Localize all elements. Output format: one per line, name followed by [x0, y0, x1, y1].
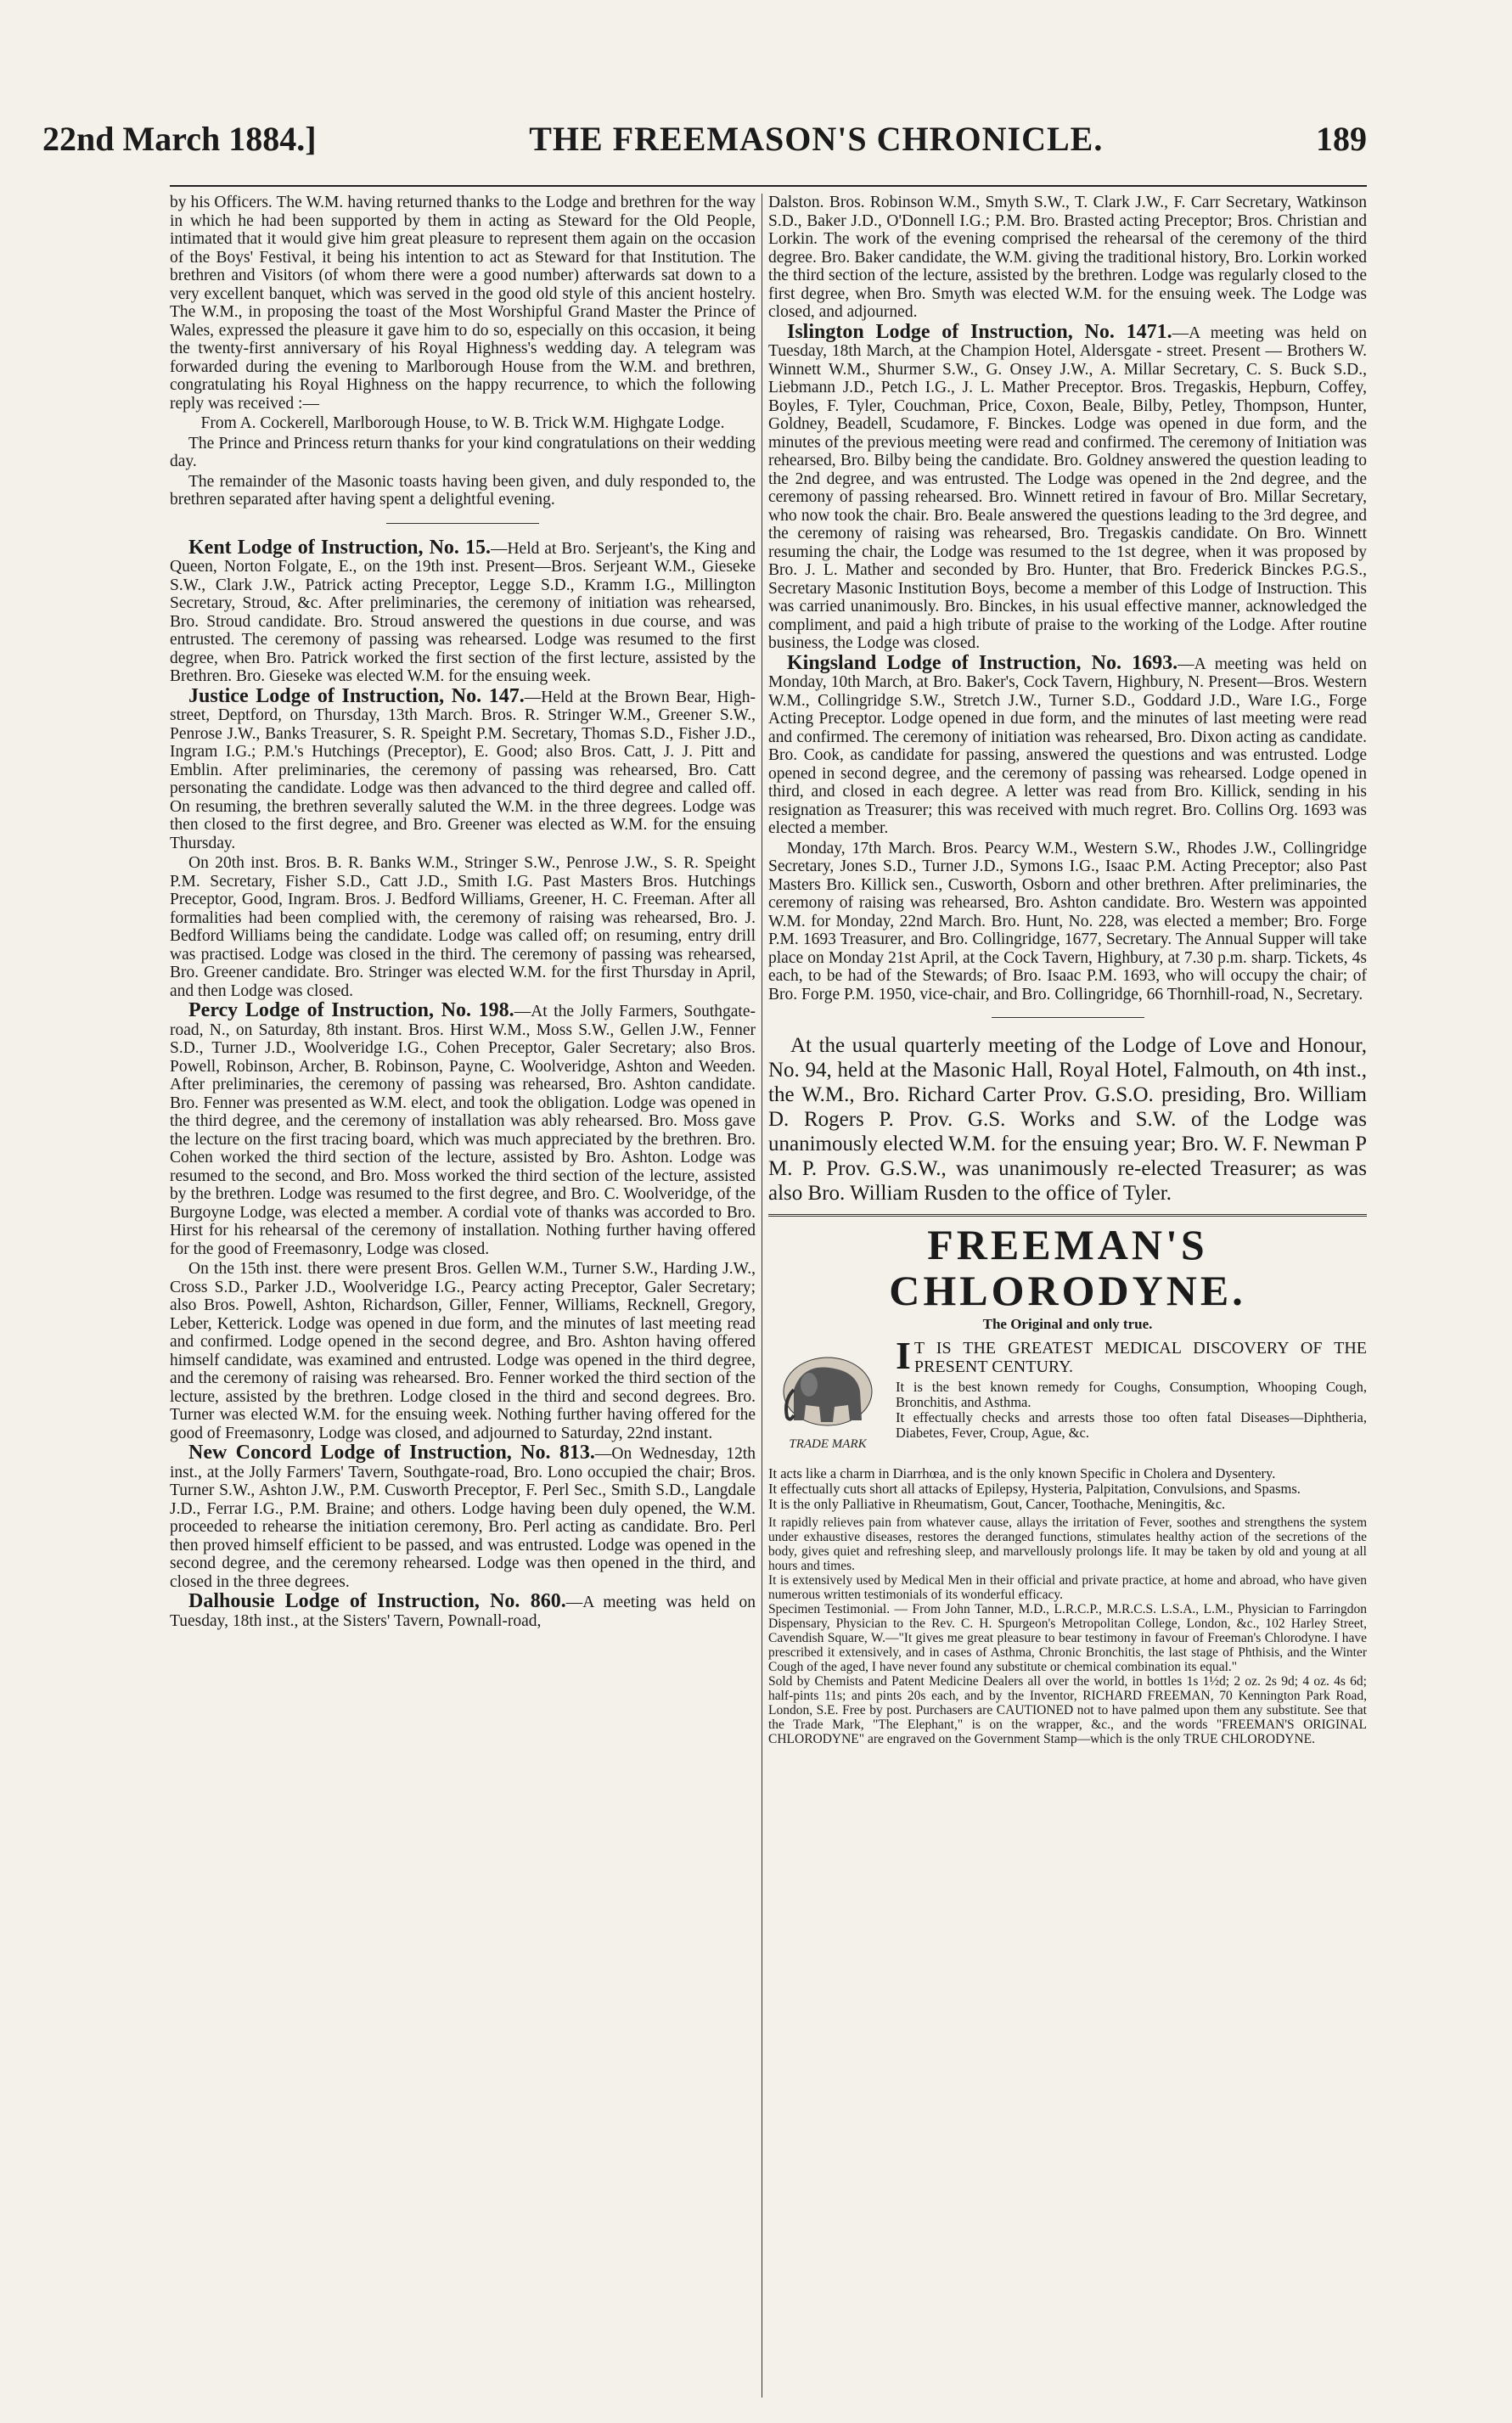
advert-header: [768, 1333, 1367, 1466]
article-paragraph: by his Officers. The W.M. having returned thanks to the Lodge and brethren for the way in which he had been supported by them in acting as Steward for the Old People, intimated that it would give him great pleasure to represent them again on the occasion of the Boys' Festival, it being his intention to act as Steward for that Institution. The brethren and Visitors (of whom there were a good number) afterwards sat down to a very excellent banquet, which was served in the good old style of this ancient hostelry. The W.M., in proposing the toast of the Most Worshipful Grand Master the Prince of Wales, expressed the pleasure it gave him to do so, especially on this occasion, it being the twenty-first anniversary of his Royal Highness's wedding day. A telegram was forwarded during the evening to Marlborough House from the W.M. and brethren, congratulating his Royal Highness on the happy recurrence, to which the following reply was received :—: [170, 194, 756, 413]
advert-claim: It effectually checks and arrests those too often fatal Diseases—Diphtheria, Diabetes, Fever, Croup, Ague, &c.: [896, 1408, 1367, 1441]
dalhousie-lodge-report: [170, 1590, 756, 1630]
advert-claim: It acts like a charm in Diarrhœa, and is the only known Specific in Cholera and Dysentery.: [768, 1464, 1276, 1481]
advert-paragraph: It is extensively used by Medical Men in their official and private practice, at home and abroad, who have given numerous written testimonials of its wonderful efficacy.: [768, 1572, 1367, 1602]
dalhousie-lodge-body: —A meeting was held on Tuesday, 18th inst., at the Sisters' Tavern, Pownall-road,: [170, 1594, 756, 1630]
love-honour-report: At the usual quarterly meeting of the Lodge of Love and Honour, No. 94, held at the Masonic Hall, Royal Hotel, Falmouth, on 4th inst., the W.M., Bro. Richard Carter Prov. G.S.O. presiding, Bro. William D. Rogers P. Prov. G.S. Works and S.W. of the Lodge was unanimously elected W.M. for the ensuing year; Bro. W. F. Newman P M. P. Prov. G.S.W., was unanimously re-elected Treasurer; as was also Bro. William Rusden to the office of Tyler.: [768, 1034, 1367, 1205]
article-paragraph: Dalston. Bros. Robinson W.M., Smyth S.W., T. Clark J.W., F. Carr Secretary, Watkinson S.D., Baker J.D., O'Donnell I.G.; P.M. Bro. Brasted acting Preceptor; Bros. Christian and Lorkin. The work of the evening comprised the rehearsal of the ceremony of the third degree. Bro. Baker candidate, the W.M. giving the traditional history, Bro. Lorkin worked the third section of the lecture, assisted by the brethren. Lodge was regularly closed to the first degree, when Bro. Smyth was elected W.M. for the ensuing week. The Lodge was closed, and adjourned.: [768, 194, 1367, 321]
right-column: [768, 194, 1367, 2406]
advert-rule: [768, 1214, 1367, 1217]
percy-lodge-report: [170, 999, 756, 1258]
advert-subtitle: The Original and only true.: [982, 1316, 1153, 1332]
justice-lodge-report: [170, 684, 756, 853]
concord-lodge-heading: New Concord Lodge of Instruction, No. 813.: [188, 1442, 595, 1464]
article-paragraph: On 20th inst. Bros. B. R. Banks W.M., Stringer S.W., Penrose J.W., S. R. Speight P.M. Secretary, Fisher S.D., Catt J.D., Smith I.G. Past Masters Bros. Hutchings Preceptor, Good, Ingram. Bros. J. Bedford Williams, Greener, H. C. Freeman. After all formalities had been complied with, the ceremony of raising was rehearsed, Bro. J. Bedford Williams being the candidate. Lodge was called off; on resuming, entry drill was practised. Lodge was closed in the third. The ceremony of passing was rehearsed, Bro. Greener candidate. Bro. Stringer was elected W.M. for the first Thursday in April, and then Lodge was closed.: [170, 854, 756, 1000]
kent-lodge-heading: Kent Lodge of Instruction, No. 15.: [188, 536, 491, 559]
advert-lead: [896, 1333, 1367, 1466]
advert-lead-text: T IS THE GREATEST MEDICAL DISCOVERY OF THE PRESENT CENTURY.: [913, 1338, 1367, 1376]
dalhousie-lodge-heading: Dalhousie Lodge of Instruction, No. 860.: [188, 1590, 566, 1612]
article-paragraph: The remainder of the Masonic toasts having been given, and duly responded to, the brethren separated after having spent a delightful evening.: [170, 472, 756, 509]
kingsland-lodge-body: —A meeting was held on Monday, 10th March, at Bro. Baker's, Cock Tavern, Highbury, N. Present—Bros. Western W.M., Collingridge S.W., Stretch J.W., Turner S.D., Goddard J.D., Ware I.G., Forge Acting Preceptor. Lodge opened in due form, and the minutes of last meeting were read and confirmed. The ceremony of initiation was rehearsed, Bro. Dixon acting as candidate. Bro. Cook, as candidate for passing, answered the questions and was entrusted. Lodge opened in second degree, and the ceremony of passing was rehearsed. Lodge opened in third, and closed in each degree. A letter was read from Bro. Killick, sending in his resignation as Treasurer; this was received with much regret. Bro. Collins Org. 1693 was elected a member.: [768, 655, 1367, 837]
section-separator: [386, 523, 539, 524]
advert-sale-notice: Sold by Chemists and Patent Medicine Dealers all over the world, in bottles 1s 1½d; 2 oz. 2s 9d; 4 oz. 4s 6d; half-pints 11s; and pints 20s each, and by the Inventor, RICHARD FREEMAN, 70 Kennington Park Road, London, S.E. Free by post. Purchasers are CAUTIONED not to have palmed upon them any substitute. See that the Trade Mark, "The Elephant," is on the wrapper, &c., and the words "FREEMAN'S ORIGINAL CHLORODYNE" are engraved on the Government Stamp—which is the only TRUE CHLORODYNE.: [768, 1673, 1367, 1746]
header-date: 22nd March 1884.]: [42, 120, 317, 158]
kingsland-lodge-report: [768, 651, 1367, 838]
advert-claim: It is the only Palliative in Rheumatism, Gout, Cancer, Toothache, Meningitis, &c.: [768, 1495, 1226, 1512]
percy-lodge-heading: Percy Lodge of Instruction, No. 198.: [188, 999, 514, 1021]
trademark-label: TRADE MARK: [789, 1436, 867, 1451]
page-header: [42, 119, 1367, 170]
advert-claim: It effectually cuts short all attacks of Epilepsy, Hysteria, Palpitation, Convulsions, and Spasms.: [768, 1480, 1301, 1497]
islington-lodge-report: [768, 320, 1367, 653]
advert-claim: It is the best known remedy for Coughs, Consumption, Whooping Cough, Bronchitis, and Asthma.: [896, 1378, 1367, 1410]
article-paragraph: The Prince and Princess return thanks for your kind congratulations on their wedding day.: [170, 434, 756, 470]
concord-lodge-report: [170, 1444, 756, 1591]
dropcap-letter: I: [896, 1333, 911, 1377]
left-column: [170, 194, 756, 2406]
justice-lodge-heading: Justice Lodge of Instruction, No. 147.: [188, 684, 525, 707]
section-separator: [992, 1017, 1144, 1018]
page-number: 189: [1316, 120, 1367, 158]
telegram-text: From A. Cockerell, Marlborough House, to W. B. Trick W.M. Highgate Lodge.: [200, 414, 725, 432]
kingsland-lodge-heading: Kingsland Lodge of Instruction, No. 1693.: [787, 651, 1178, 674]
advert-testimonial: Specimen Testimonial. — From John Tanner, M.D., L.R.C.P., M.R.C.S. L.S.A., L.M., Physician to Farringdon Dispensary, Physician to the Rev. C. H. Spurgeon's Metropolitan College, London, &c., 102 Harley Street, Cavendish Square, W.—"It gives me great pleasure to bear testimony in favour of Freeman's Chlorodyne. I have prescribed it extensively, and in cases of Asthma, Chronic Bronchitis, the last stage of Phthisis, and the Winter Cough of the aged, I have never found any substitute or chemical combination its equal.": [768, 1601, 1367, 1674]
kent-lodge-body: —Held at Bro. Serjeant's, the King and Queen, Norton Folgate, E., on the 19th inst. Present—Bros. Serjeant W.M., Gieseke S.W., Clark J.W., Patrick acting Preceptor, Legge S.D., Kramm I.G., Millington Secretary, Stroud, &c. After preliminaries, the ceremony of initiation was rehearsed, Bro. Stroud candidate. Bro. Stroud answered the questions in due course, and was entrusted. The ceremony of passing was rehearsed. Lodge was resumed to the first degree, when Bro. Patrick worked the first section of the first lecture, assisted by the Brethren. Bro. Gieseke was elected W.M. for the ensuing week.: [170, 539, 756, 685]
header-title: THE FREEMASON'S CHRONICLE.: [529, 120, 1104, 158]
advert-paragraph: It rapidly relieves pain from whatever cause, allays the irritation of Fever, soothes and strengthens the system under exhaustive diseases, restores the deranged functions, stimulates healthy action of the secretions of the body, gives quiet and refreshing sleep, and marvellously prolongs life. It may be taken by old and young at all hours and times.: [768, 1515, 1367, 1573]
islington-lodge-body: —A meeting was held on Tuesday, 18th March, at the Champion Hotel, Aldersgate - street. Present — Brothers W. Winnett W.M., Shurmer S.W., G. Onsey J.W., A. Millar Secretary, C. S. Buck S.D., Liebmann J.D., Petch I.G., J. L. Mather Preceptor. Bros. Tregaskis, Hepburn, Coffey, Boyles, F. Tyler, Couchman, Price, Coxon, Beale, Bilby, Petley, Thompson, Hunter, Goldney, Beadell, Scudamore, F. Binckes. Lodge was opened in due form, and the minutes of the previous meeting were read and confirmed. The ceremony of Initiation was rehearsed, Bro. Bilby being the candidate. Bro. Goldney answered the question leading to the 2nd degree, and was entrusted. The Lodge was opened in the 2nd degree, and the ceremony of passing rehearsed. Bro. Winnett retired in favour of Bro. Millar Secretary, who now took the chair. Bro. Beale answered the questions leading to the 3rd degree, and the ceremony of raising was rehearsed, Bro. Tregaskis candidate. On Bro. Winnett resuming the chair, the Lodge was resumed to the 1st degree, when it was proposed by Bro. J. L. Mather and seconded by Bro. Hunter, that Bro. Frederick Binckes P.G.S., Secretary Masonic Institution Boys, become a member of this Lodge of Instruction. This was carried unanimously. Bro. Binckes, in his usual effective manner, acknowledged the compliment, and paid a high tribute of praise to the working of the Lodge. After routine business, the Lodge was closed.: [768, 323, 1367, 652]
header-rule: [170, 185, 1367, 187]
elephant-trademark-icon: [768, 1339, 887, 1466]
percy-lodge-body: —At the Jolly Farmers, Southgate-road, N., on Saturday, 8th instant. Bros. Hirst W.M., Moss S.W., Gellen J.W., Fenner S.D., Turner J.D., Woolveridge I.G., Cohen Preceptor, Galer Secretary; also Bros. Powell, Robinson, Archer, B. Robinson, Payne, C. Woolveridge, Ashton and Weeden. After preliminaries, the ceremony of passing was rehearsed, Bro. Ashton candidate. Bro. Fenner was presented as W.M. elect, and took the obligation. Lodge was opened in the third degree, and the ceremony of installation was ably rehearsed. Bro. Moss gave the lecture on the first tracing board, which was much appreciated by the brethren. Bro. Cohen worked the third section of the lecture, assisted by Bro. Ashton. Lodge was resumed to the second, and Bro. Moss worked the third section of the lecture, assisted by the brethren. Lodge was resumed to the first degree, and Bro. C. Woolveridge, of the Burgoyne Lodge, was elected a member. A cordial vote of thanks was accorded to Bro. Hirst for his rehearsal of the ceremony of installation. Nothing further having offered for the good of Freemasonry, Lodge was closed.: [170, 1003, 756, 1258]
islington-lodge-heading: Islington Lodge of Instruction, No. 1471.: [787, 320, 1172, 343]
concord-lodge-body: —On Wednesday, 12th inst., at the Jolly Farmers' Tavern, Southgate-road, Bro. Lono occupied the chair; Bros. Turner S.W., Ashton J.W., P.M. Cusworth Preceptor, F. Perl Sec., Smith S.D., Langdale J.D., Ferrar I.G., P.M. Braine; and others. Lodge having been duly opened, the W.M. proceeded to rehearse the initiation ceremony, Bro. Perl acting as candidate. Bro. Perl then proved himself efficient to be passed, and was entrusted. Lodge was opened in the second degree, and the ceremony rehearsed. Lodge was then opened in the third, and closed in the three degrees.: [170, 1445, 756, 1591]
kent-lodge-report: [170, 536, 756, 686]
advert-title: FREEMAN'S CHLORODYNE.: [889, 1221, 1246, 1314]
article-paragraph: Monday, 17th March. Bros. Pearcy W.M., Western S.W., Rhodes J.W., Collingridge Secretary, Jones S.D., Turner J.D., Symons I.G., Isaac P.M. Acting Preceptor; also Past Masters Bro. Killick sen., Cusworth, Osborn and other brethren. After preliminaries, the ceremony of raising was rehearsed, Bro. Ashton candidate. Bro. Western was appointed W.M. for Monday, 22nd March. Bro. Hunt, No. 228, was elected a member; Bro. Forge P.M. 1693 Treasurer, and Bro. Collingridge, 1677, Secretary. The Annual Supper will take place on Monday 21st April, at the Cock Tavern, Highbury, at 7.30 p.m. sharp. Tickets, 4s each, to be had of the Stewards; of Bro. Isaac P.M. 1693, who will occupy the chair; of Bro. Forge P.M. 1950, vice-chair, and Bro. Collingridge, 66 Thornhill-road, N., Secretary.: [768, 839, 1367, 1003]
article-paragraph: On the 15th inst. there were present Bros. Gellen W.M., Turner S.W., Harding J.W., Cross S.D., Parker J.D., Woolveridge I.G., Pearcy acting Preceptor, Galer Secretary; also Bros. Powell, Ashton, Richardson, Giller, Fenner, Williams, Recknell, Gregory, Leber, Ketterick. Lodge was opened in due form, and the minutes of last meeting read and confirmed. Lodge opened in the second degree, and Bro. Ashton having offered himself candidate, was examined and entrusted. Lodge was opened in the third degree, and the ceremony of raising was rehearsed. Bro. Fenner worked the third section of the lecture, assisted by the brethren. Lodge closed in the third and second degrees. Bro. Turner was elected W.M. for the ensuing week. Nothing further having offered for the good of Freemasonry, Lodge was closed, and adjourned to Saturday, 22nd instant.: [170, 1260, 756, 1442]
chlorodyne-advertisement: [768, 1222, 1367, 1746]
justice-lodge-body: —Held at the Brown Bear, High-street, Deptford, on Thursday, 13th March. Bros. R. Stringer W.M., Greener S.W., Penrose J.W., Banks Treasurer, S. R. Speight P.M. Secretary, Thomas S.D., Fisher J.D., Ingram I.G.; P.M.'s Hutchings (Preceptor), E. Good; also Bros. Catt, J. J. Pitt and Emblin. After preliminaries, the ceremony of passing was rehearsed, Bro. Catt personating the candidate. Lodge was then advanced to the third degree and called off. On resuming, the brethren severally saluted the W.M. in the three degrees. Lodge was then closed to the first degree, and Bro. Greener was elected as W.M. for the ensuing Thursday.: [170, 688, 756, 852]
